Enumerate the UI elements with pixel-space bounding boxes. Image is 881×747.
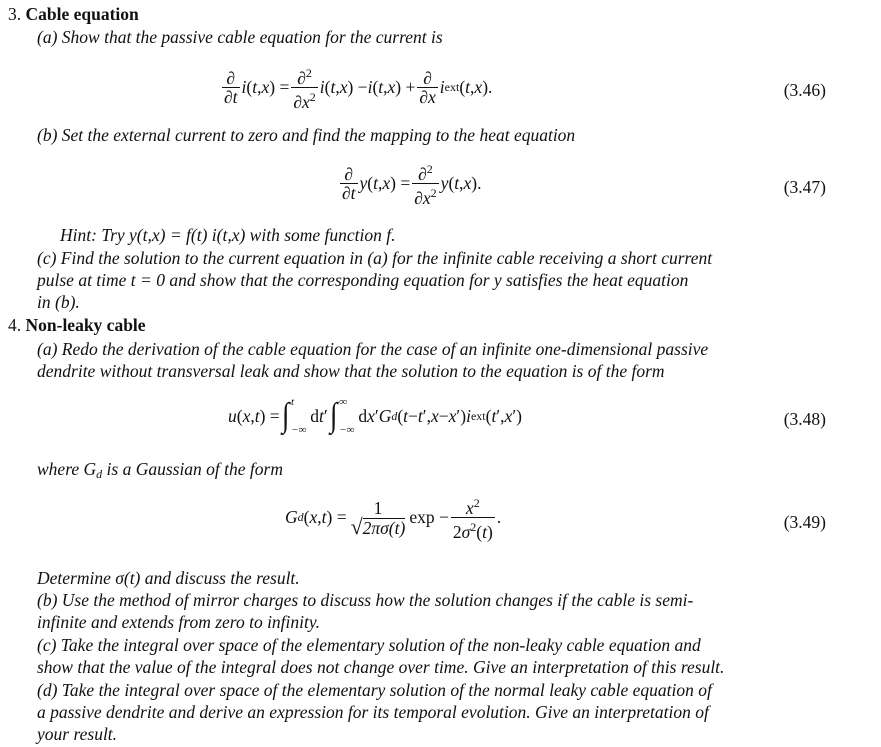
equation-3-48: u ( x , t ) = ∫ t −∞ d t ′ ∫ ∞ −∞ d x ′ G d ( t − t ′, x − x ′) i ext ( t ′, x ′): [228, 396, 522, 436]
problem-3c-line-3: in (b).: [37, 292, 80, 312]
problem-3-heading: [8, 4, 139, 24]
problem-4-heading: [8, 315, 146, 335]
problem-4-where: where $G_d$ is a Gaussian of the form: [37, 459, 283, 481]
problem-3-hint: Hint: Try y(t,x) = f(t) i(t,x) with some function f.: [60, 225, 396, 245]
equation-number-3-48: (3.48): [783, 409, 826, 429]
problem-4-number: 4.: [8, 315, 22, 335]
problem-4-title: Non-leaky cable: [25, 315, 146, 335]
problem-4d-line-1: (d) Take the integral over space of the elementary solution of the normal leaky cable equation of: [37, 680, 712, 700]
equation-number-3-49: (3.49): [783, 512, 826, 532]
problem-4-determine: Determine σ(t) and discuss the result.: [37, 568, 300, 588]
equation-3-46: ∂ ∂t i ( t , x ) = ∂$^2$ $\partial x^2$ i ( t , x ) − i ( t , x ) + ∂ ∂x i ext ( t , x ).: [224, 66, 493, 112]
problem-4b-line-2: infinite and extends from zero to infinity.: [37, 612, 321, 632]
problem-3-title: Cable equation: [25, 4, 139, 24]
problem-4b-line-1: (b) Use the method of mirror charges to discuss how the solution changes if the cable is semi-: [37, 590, 694, 610]
equation-number-3-47: (3.47): [783, 177, 826, 197]
problem-3b-text: (b) Set the external current to zero and find the mapping to the heat equation: [37, 125, 576, 145]
problem-4a-line-1: (a) Redo the derivation of the cable equation for the case of an infinite one-dimensional passive: [37, 339, 709, 359]
equation-number-3-46: (3.46): [783, 80, 826, 100]
problem-4a-line-2: dendrite without transversal leak and show that the solution to the equation is of the form: [37, 361, 665, 381]
problem-3c-line-1: (c) Find the solution to the current equation in (a) for the infinite cable receiving a short current: [37, 248, 713, 268]
problem-4c-line-2: show that the value of the integral does not change over time. Give an interpretation of this result.: [37, 657, 725, 677]
equation-3-49: G d ( x , t ) = 1 √ 2πσ(t) exp − $x^2$ $2\sigma^2(t)$ .: [285, 496, 502, 542]
problem-3a-text: (a) Show that the passive cable equation for the current is: [37, 27, 443, 47]
equation-3-47: ∂ ∂t y ( t , x ) = ∂$^2$ $\partial x^2$ y ( t , x ).: [342, 162, 482, 208]
problem-3c-line-2: pulse at time t = 0 and show that the corresponding equation for y satisfies the heat equation: [37, 270, 689, 290]
problem-4c-line-1: (c) Take the integral over space of the elementary solution of the non-leaky cable equation and: [37, 635, 701, 655]
problem-3-number: 3.: [8, 4, 22, 24]
problem-4d-line-3: your result.: [37, 724, 118, 744]
problem-4d-line-2: a passive dendrite and derive an expression for its temporal evolution. Give an interpretation of: [37, 702, 709, 722]
